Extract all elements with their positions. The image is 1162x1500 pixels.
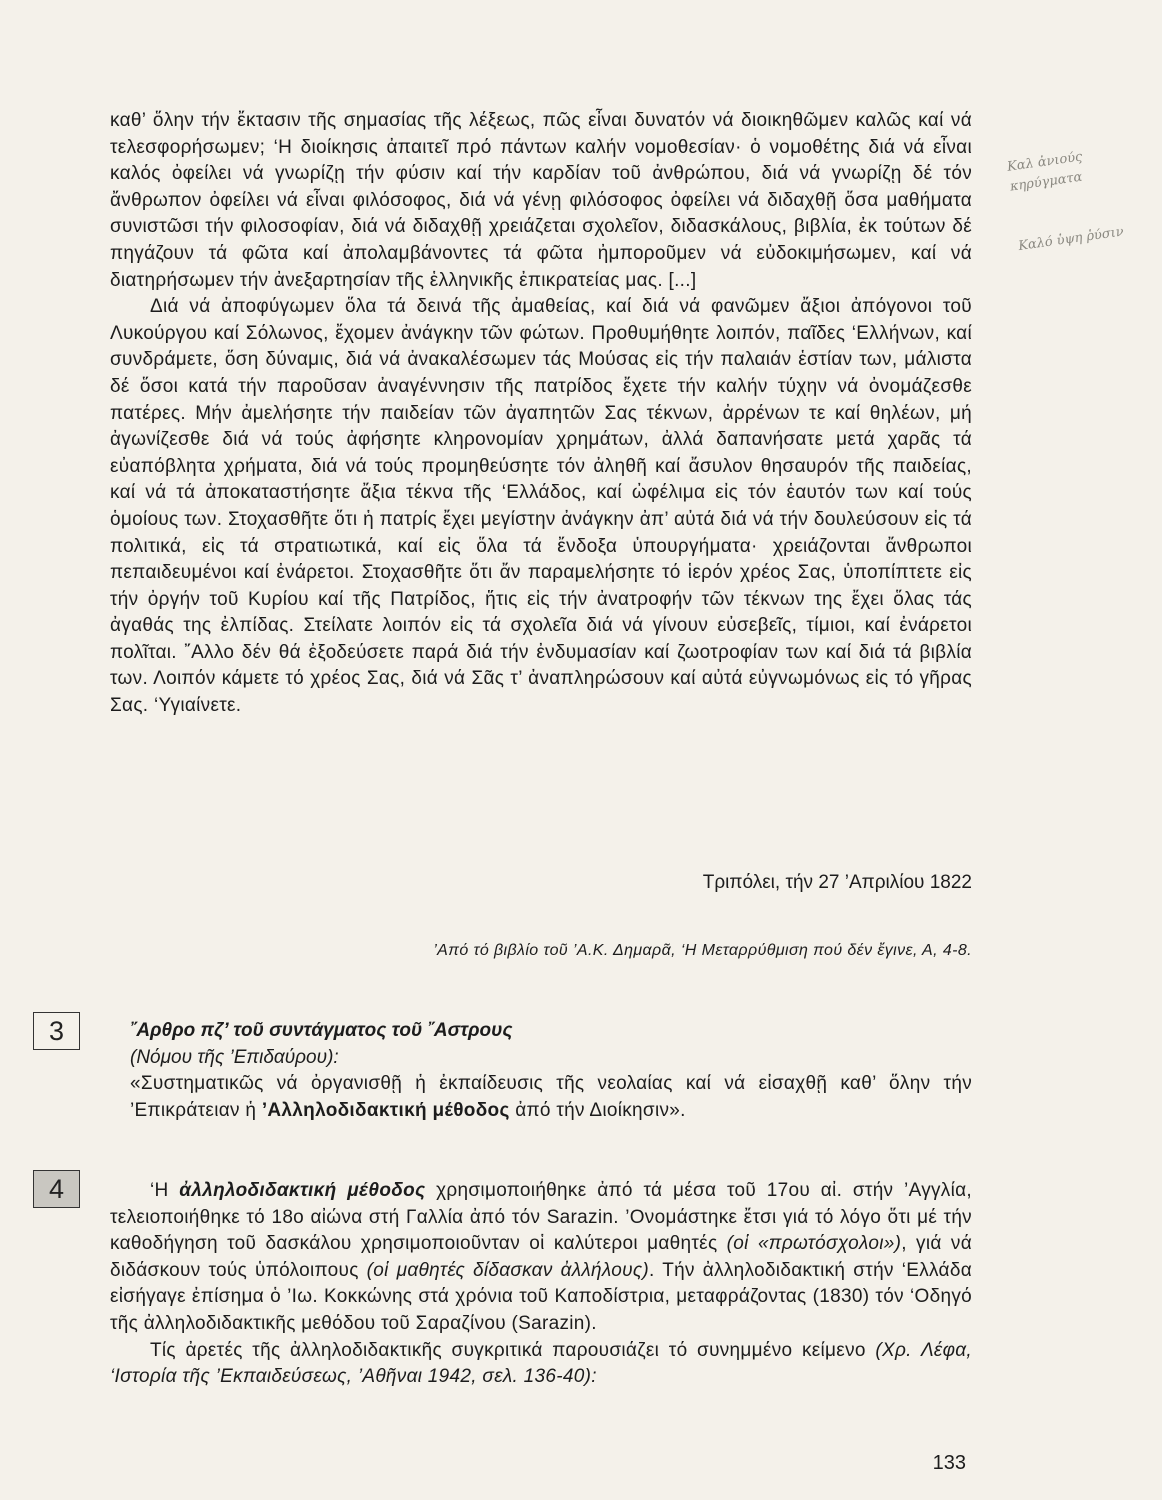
quoted-proclamation bbox=[110, 108, 972, 720]
s4-italic-1: (οἱ «πρωτόσχολοι») bbox=[726, 1233, 902, 1255]
section-3-text-after: ἀπό τήν Διοίκησιν». bbox=[509, 1099, 686, 1121]
section-4 bbox=[110, 1178, 972, 1391]
section-3-term: ’Αλληλοδιδακτική μέθοδος bbox=[261, 1099, 510, 1121]
s4-p2-text: Τίς ἀρετές τῆς ἀλληλοδιδακτικῆς συγκριτικά παρουσιάζει τό συνημμένο κείμενο bbox=[150, 1339, 876, 1361]
s4-text-a: ‘Η bbox=[150, 1180, 180, 1201]
section-4-paragraph-1 bbox=[110, 1178, 972, 1338]
s4-text-d: . Τήν ἀλληλοδιδακτική στήν ‘Ελλάδα εἰσήγαγε ἐπίσημα ὁ ’Ιω. Κοκκώνης στά χρόνια τοῦ Καποδίστρια, μεταφράζοντας (1830) τόν ‘Οδηγό τῆς ἀλληλοδιδακτικῆς μεθόδου τοῦ Σαραζίνου (Sarazin). bbox=[110, 1259, 972, 1334]
date-line: Τριπόλει, τήν 27 ’Απριλίου 1822 bbox=[702, 872, 972, 893]
section-3-text-before: «Συστηματικῶς νά ὀργανισθῇ ἡ ἐκπαίδευσις τῆς νεολαίας καί νά εἰσαχθῇ καθ’ ὅλην τήν ’Επικράτειαν ἡ bbox=[130, 1073, 972, 1121]
page-number: 133 bbox=[932, 1452, 966, 1474]
section-3-text bbox=[130, 1071, 972, 1124]
section-3-subheading: (Νόμου τῆς ’Επιδαύρου): bbox=[130, 1046, 339, 1068]
quote-paragraph-2: Διά νά ἀποφύγωμεν ὅλα τά δεινά τῆς ἀμαθείας, καί διά νά φανῶμεν ἄξιοι ἀπόγονοι τοῦ Λυκούργου καί Σόλωνος, ἔχομεν ἀνάγκην τῶν φώτων. Προθυμήθητε λοιπόν, παῖδες ‘Ελλήνων, καί συνδράμετε, ὅση δύναμις, διά νά ἀνακαλέσωμεν τάς Μούσας εἰς τήν παλαιάν ἑστίαν των, μάλιστα δέ ὅσοι κατά τήν παροῦσαν ἀναγέννησιν τῆς πατρίδος ἔχετε τήν καλήν τύχην νά ὀνομάζεσθε πατέρες. Μήν ἀμελήσητε τήν παιδείαν τῶν ἀγαπητῶν Σας τέκνων, ἀρρένων τε καί θηλέων, μή ἀγωνίζεσθε διά νά τούς ἀφήσητε κληρονομίαν χρημάτων, ἀλλά δαπανήσατε μετά χαρᾶς τά εὐαπόβλητα χρήματα, διά νά τούς προμηθεύσητε τόν ἀληθῆ καί ἄσυλον θησαυρόν τῆς παιδείας, καί νά τά ἀποκαταστήσητε ἄξια τέκνα τῆς ‘Ελλάδος, καί ὠφέλιμα εἰς τόν ἑαυτόν των καί τούς ὁμοίους των. Στοχασθῆτε ὅτι ἡ πατρίς ἔχει μεγίστην ἀνάγκην ἀπ’ αὐτά διά νά τήν δουλεύσουν εἰς τά πολιτικά, εἰς τά στρατιωτικά, καί εἰς ὅλα τά ἔνδοξα ὑπουργήματα· χρειάζονται ἄνθρωποι πεπαιδευμένοι καί ἐνάρετοι. Στοχασθῆτε ὅτι ἄν παραμελήσητε τό ἱερόν χρέος Σας, ὑποπίπτετε εἰς τήν ὀργήν τοῦ Κυρίου καί τῆς Πατρίδος, ἥτις εἰς τήν ἀνατροφήν τῶν τέκνων της ἔχει ὅλας τάς ἀγαθάς της ἐλπίδας. Στείλατε λοιπόν εἰς τά σχολεῖα διά νά γίνουν εὐσεβεῖς, τίμιοι, καί ἐνάρετοι πολῖται. ῎Αλλο δέν θά ἐξοδεύσετε παρά διά τήν ἐνδυμασίαν καί ζωοτροφίαν των καί διά τά βιβλία των. Λοιπόν κάμετε τό χρέος Σας, διά νά Σᾶς τ’ ἀναπληρώσουν καί αὐτά εὐγνωμόνως εἰς τό γῆρας Σας. ‘Υγιαίνετε. bbox=[110, 296, 972, 717]
s4-term: ἀλληλοδιδακτική μέθοδος bbox=[179, 1180, 426, 1201]
handwritten-margin-notes: Καλ ἀνιούς κηρύγματα Καλό ὑψη ῥύσιν bbox=[1006, 149, 1125, 255]
source-citation: ’Από τό βιβλίο τοῦ ’Α.Κ. Δημαρᾶ, ‘Η Μεταρρύθμιση πού δέν ἔγινε, Α, 4-8. bbox=[433, 942, 972, 959]
section-3 bbox=[130, 1018, 972, 1124]
quote-paragraph-1: καθ’ ὅλην τήν ἔκτασιν τῆς σημασίας τῆς λέξεως, πῶς εἶναι δυνατόν νά διοικηθῶμεν καλῶς καί νά τελεσφορήσωμεν; ‘Η διοίκησις ἀπαιτεῖ πρό πάντων καλήν νομοθεσίαν· ὁ νομοθέτης διά νά εἶναι καλός ὀφείλει νά γνωρίζῃ τήν φύσιν καί τήν καρδίαν τοῦ ἀνθρώπου, διά νά γνωρίζῃ δέ τόν ἄνθρωπον ὀφείλει νά εἶναι φιλόσοφος, διά νά γένῃ φιλόσοφος ὀφείλει νά διδαχθῇ ὅσα μαθήματα συνιστῶσι τήν φιλοσοφίαν, διά νά διδαχθῇ χρειάζεται σχολεῖον, διδασκάλους, βιβλία, ἐκ τούτων δέ πηγάζουν τά φῶτα καί ἀπολαμβάνοντες τά φῶτα ἠμποροῦμεν νά εὐδοκιμήσωμεν, καί νά διατηρήσωμεν τήν ἀνεξαρτησίαν τῆς ἑλληνικῆς ἐπικρατείας μας. [...] bbox=[110, 110, 972, 291]
section-number-4: 4 bbox=[33, 1170, 80, 1208]
s4-p2-citation: (Χρ. Λέφα, ‘Ιστορία τῆς ’Εκπαιδεύσεως, ’Αθῆναι 1942, σελ. 136-40): bbox=[110, 1339, 972, 1388]
s4-text-c: , γιά νά διδάσκουν τούς ὑπόλοιπους bbox=[110, 1233, 972, 1281]
section-number-3: 3 bbox=[33, 1012, 80, 1050]
s4-italic-2: (οἱ μαθητές δίδασκαν ἀλλήλους) bbox=[366, 1259, 650, 1281]
section-3-heading: ῎Αρθρο πζ’ τοῦ συντάγματος τοῦ ῎Αστρους bbox=[130, 1020, 513, 1041]
section-4-paragraph-2 bbox=[110, 1338, 972, 1391]
s4-text-b: χρησιμοποιήθηκε ἀπό τά μέσα τοῦ 17ου αἰ. στήν ’Αγγλία, τελειοποιήθηκε τό 18ο αἰώνα στή Γαλλία ἀπό τόν Sarazin. ’Ονομάστηκε ἔτσι γιά τό λόγο ὅτι μέ τήν καθοδήγηση τοῦ δασκάλου χρησιμοποιοῦνταν οἱ καλύτεροι μαθητές bbox=[110, 1180, 972, 1255]
